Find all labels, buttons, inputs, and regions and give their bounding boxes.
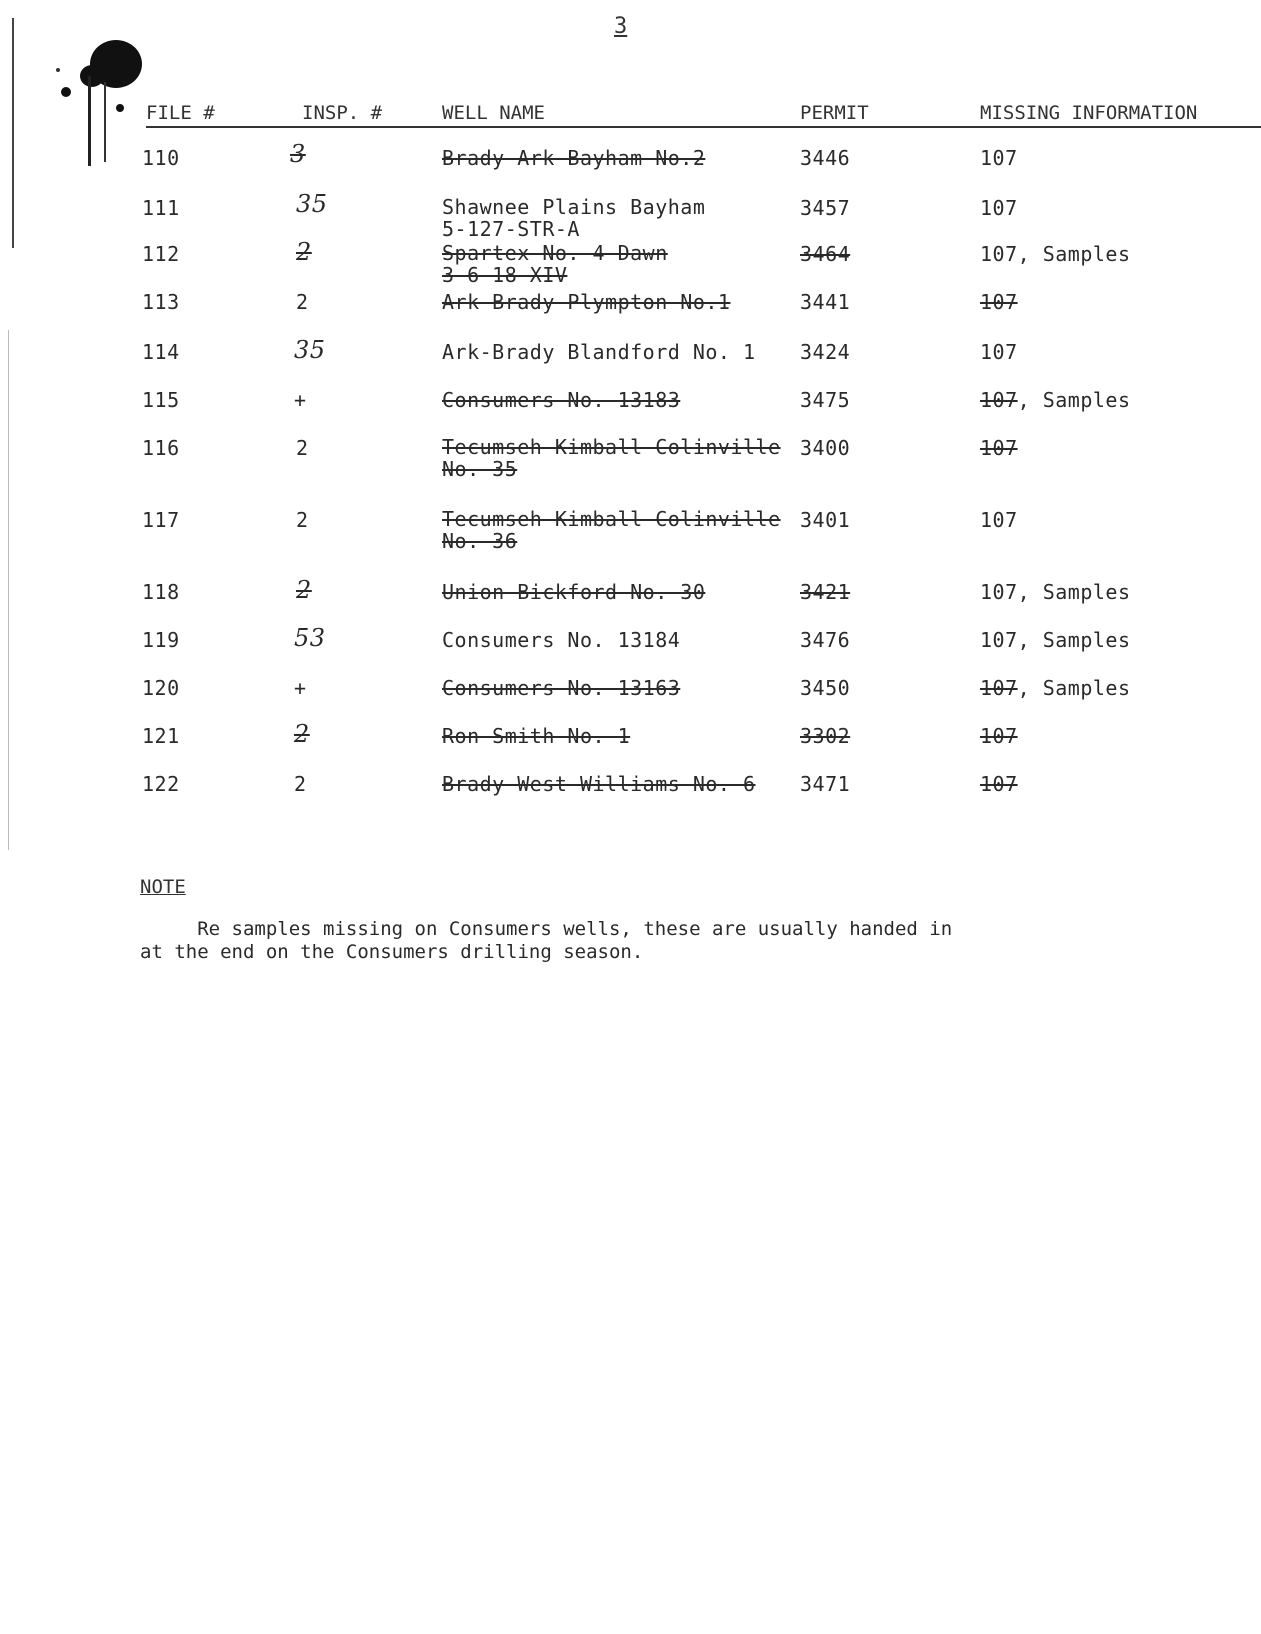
missing-information: [980, 580, 1131, 604]
permit-number: 3450: [800, 676, 851, 700]
well-name: [442, 242, 668, 286]
permit-number: 3464: [800, 242, 851, 266]
note-line: Re samples missing on Consumers wells, these are usually handed in: [140, 918, 953, 940]
file-number: 112: [142, 242, 180, 266]
missing-extra: , Samples: [1017, 388, 1131, 412]
file-number: 122: [142, 772, 180, 796]
well-name: Brady West Williams No. 6: [442, 772, 756, 796]
missing-extra: , Samples: [1017, 242, 1131, 266]
table-header: [146, 98, 1261, 128]
file-number: 120: [142, 676, 180, 700]
well-name: [442, 196, 705, 240]
note-title: NOTE: [140, 876, 186, 898]
well-name: Ark-Brady Plympton No.1: [442, 290, 731, 314]
page-number: 3: [614, 14, 628, 39]
well-name: Consumers No. 13163: [442, 676, 681, 700]
missing-information: 107: [980, 290, 1018, 314]
column-header-insp: INSP. #: [302, 102, 383, 124]
margin-line: [8, 330, 9, 850]
well-name-line: Shawnee Plains Bayham: [442, 195, 706, 219]
missing-information: 107: [980, 196, 1018, 220]
well-name: Union Bickford No. 30: [442, 580, 706, 604]
inspector-number: 2: [294, 720, 310, 748]
well-name: Consumers No. 13183: [442, 388, 681, 412]
missing-code: 107: [980, 580, 1018, 604]
file-number: 114: [142, 340, 180, 364]
file-number: 116: [142, 436, 180, 460]
well-name-line: Tecumseh Kimball-Colinville: [442, 435, 781, 459]
inspector-number: 2: [296, 508, 309, 532]
missing-information: 107: [980, 146, 1018, 170]
margin-line: [12, 18, 14, 248]
inspector-number: 2: [296, 436, 309, 460]
file-number: 110: [142, 146, 180, 170]
missing-information: 107: [980, 340, 1018, 364]
file-number: 121: [142, 724, 180, 748]
file-number: 118: [142, 580, 180, 604]
well-name-line: Spartex No. 4 Dawn: [442, 241, 668, 265]
column-header-missing: MISSING INFORMATION: [980, 102, 1198, 124]
file-number: 113: [142, 290, 180, 314]
inspector-number: +: [294, 388, 307, 412]
inspector-number: 2: [294, 772, 307, 796]
ink-blot-icon: [48, 36, 148, 166]
well-name: [442, 436, 781, 480]
missing-information: [980, 676, 1131, 700]
missing-information: 107: [980, 436, 1018, 460]
missing-code: 107: [980, 676, 1018, 700]
note-body: [140, 918, 1040, 964]
permit-number: 3302: [800, 724, 851, 748]
missing-code: 107: [980, 242, 1018, 266]
well-name-line: 3-6-18 XIV: [442, 263, 568, 287]
inspector-number: 35: [294, 336, 326, 364]
permit-number: 3400: [800, 436, 851, 460]
inspector-number: 3: [290, 140, 306, 168]
column-header-file: FILE #: [146, 102, 215, 124]
permit-number: 3401: [800, 508, 851, 532]
file-number: 117: [142, 508, 180, 532]
permit-number: 3441: [800, 290, 851, 314]
missing-information: [980, 628, 1131, 652]
missing-code: 107: [980, 628, 1018, 652]
missing-information: 107: [980, 772, 1018, 796]
inspector-number: 2: [296, 238, 312, 266]
inspector-number: 53: [294, 624, 326, 652]
missing-information: [980, 388, 1131, 412]
well-name-line: No. 35: [442, 457, 518, 481]
inspector-number: 2: [296, 576, 312, 604]
missing-information: 107: [980, 508, 1018, 532]
well-name: [442, 508, 781, 552]
missing-extra: , Samples: [1017, 580, 1131, 604]
column-header-well-name: WELL NAME: [442, 102, 545, 124]
well-name: Consumers No. 13184: [442, 628, 681, 652]
note-line: at the end on the Consumers drilling season.: [140, 941, 644, 963]
permit-number: 3424: [800, 340, 851, 364]
file-number: 115: [142, 388, 180, 412]
missing-extra: , Samples: [1017, 676, 1131, 700]
column-header-permit: PERMIT: [800, 102, 869, 124]
missing-code: 107: [980, 388, 1018, 412]
permit-number: 3471: [800, 772, 851, 796]
well-name: Ron Smith No. 1: [442, 724, 631, 748]
permit-number: 3475: [800, 388, 851, 412]
permit-number: 3476: [800, 628, 851, 652]
missing-information: 107: [980, 724, 1018, 748]
inspector-number: +: [294, 676, 307, 700]
file-number: 111: [142, 196, 180, 220]
inspector-number: 2: [296, 290, 309, 314]
well-name-line: Tecumseh Kimball-Colinville: [442, 507, 781, 531]
permit-number: 3446: [800, 146, 851, 170]
inspector-number: 35: [296, 190, 328, 218]
missing-information: [980, 242, 1131, 266]
missing-extra: , Samples: [1017, 628, 1131, 652]
well-name-line: 5-127-STR-A: [442, 217, 580, 241]
permit-number: 3421: [800, 580, 851, 604]
well-name: Ark-Brady Blandford No. 1: [442, 340, 756, 364]
well-name: Brady Ark-Bayham No.2: [442, 146, 706, 170]
file-number: 119: [142, 628, 180, 652]
permit-number: 3457: [800, 196, 851, 220]
well-name-line: No. 36: [442, 529, 518, 553]
